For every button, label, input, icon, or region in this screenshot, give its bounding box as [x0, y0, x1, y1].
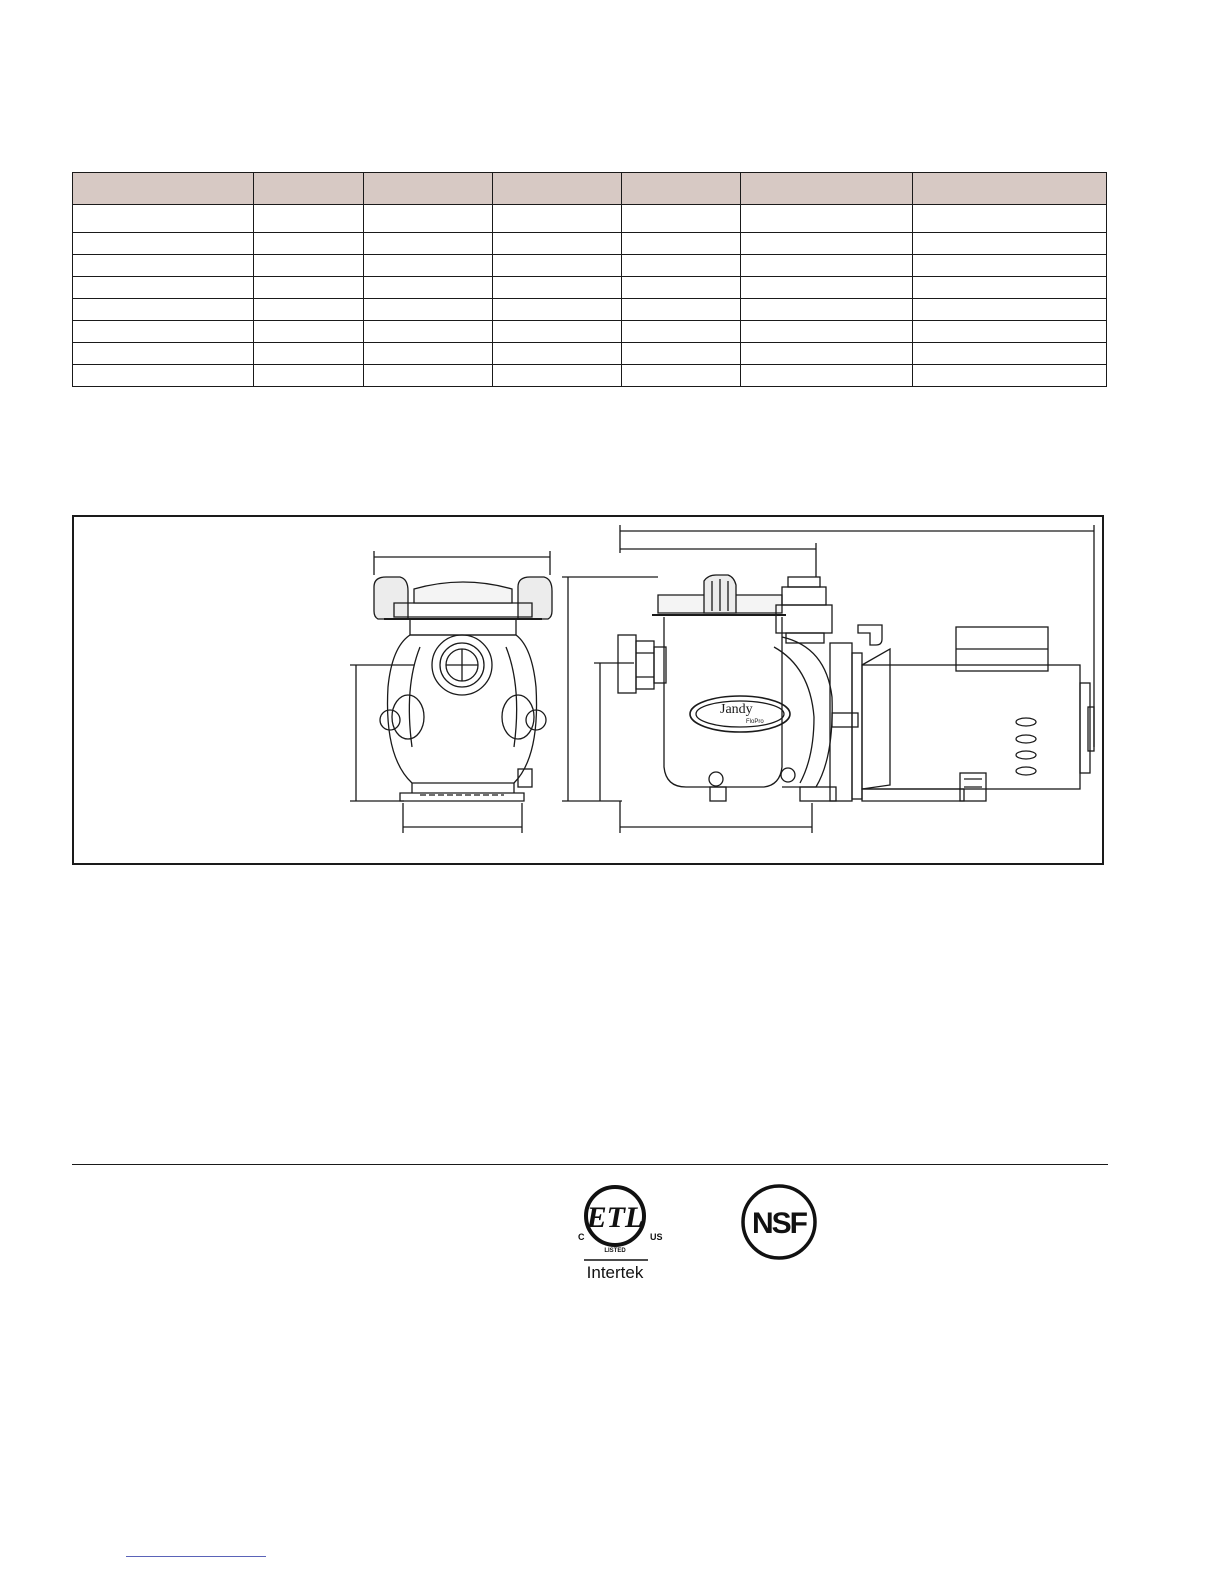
table-cell [622, 233, 741, 255]
table-cell [622, 299, 741, 321]
table-cell [741, 233, 913, 255]
header-cell [622, 173, 741, 205]
etl-certification-logo [570, 1182, 670, 1287]
table-row [73, 255, 1107, 277]
table-cell [741, 277, 913, 299]
etl-left-text: C [578, 1232, 585, 1242]
table-cell [622, 365, 741, 387]
table-cell [364, 365, 493, 387]
table-cell [254, 255, 364, 277]
table-cell [913, 233, 1107, 255]
etl-mark-text: ETL [586, 1201, 644, 1234]
table-cell [913, 299, 1107, 321]
table-row [73, 233, 1107, 255]
table-cell [622, 255, 741, 277]
pump-front-view [350, 551, 552, 833]
table-cell [622, 205, 741, 233]
table-cell [493, 321, 622, 343]
table-cell [73, 205, 254, 233]
header-cell [741, 173, 913, 205]
table-row [73, 299, 1107, 321]
header-cell [254, 173, 364, 205]
table-cell [254, 365, 364, 387]
table-cell [622, 277, 741, 299]
table-cell [73, 321, 254, 343]
table-row [73, 365, 1107, 387]
table-cell [493, 299, 622, 321]
table-cell [493, 233, 622, 255]
table-row [73, 205, 1107, 233]
table-cell [254, 299, 364, 321]
footer-divider [72, 1164, 1108, 1165]
header-cell [73, 173, 254, 205]
table-cell [741, 205, 913, 233]
table-cell [73, 365, 254, 387]
table-cell [73, 277, 254, 299]
table-cell [364, 299, 493, 321]
table-cell [493, 365, 622, 387]
nsf-mark-text: NSF [752, 1207, 806, 1240]
table-cell [364, 277, 493, 299]
table-cell [622, 343, 741, 365]
table-cell [493, 205, 622, 233]
link-underline [126, 1556, 266, 1557]
table-cell [254, 277, 364, 299]
table-cell [913, 255, 1107, 277]
table-cell [493, 255, 622, 277]
table-cell [364, 233, 493, 255]
table-cell [493, 277, 622, 299]
nsf-certification-logo [740, 1183, 820, 1263]
table-cell [254, 205, 364, 233]
table-cell [741, 365, 913, 387]
table-cell [741, 299, 913, 321]
table-cell [73, 255, 254, 277]
pump-logo-subtext: FloPro [746, 719, 764, 725]
header-cell [364, 173, 493, 205]
table-cell [73, 233, 254, 255]
pump-logo-text: Jandy [720, 702, 753, 717]
etl-company-text: Intertek [586, 1263, 644, 1282]
table-cell [493, 343, 622, 365]
table-cell [741, 321, 913, 343]
header-cell [913, 173, 1107, 205]
table-cell [254, 343, 364, 365]
table-cell [913, 321, 1107, 343]
table-cell [913, 277, 1107, 299]
table-cell [913, 343, 1107, 365]
etl-right-text: US [650, 1232, 663, 1242]
table-row [73, 321, 1107, 343]
table-cell [73, 343, 254, 365]
table-cell [364, 255, 493, 277]
table-row [73, 343, 1107, 365]
table-cell [254, 321, 364, 343]
dimension-drawing [72, 515, 1104, 865]
header-cell [493, 173, 622, 205]
table-cell [364, 205, 493, 233]
table-row [73, 277, 1107, 299]
etl-listed-text: LISTED [604, 1248, 626, 1254]
table-cell [364, 343, 493, 365]
pump-side-view [562, 525, 1094, 833]
table-cell [73, 299, 254, 321]
table-cell [741, 255, 913, 277]
table-cell [913, 205, 1107, 233]
table-cell [364, 321, 493, 343]
spec-table [72, 172, 1107, 387]
table-cell [913, 365, 1107, 387]
table-header-row [73, 173, 1107, 205]
table-cell [622, 321, 741, 343]
table-cell [254, 233, 364, 255]
table-cell [741, 343, 913, 365]
